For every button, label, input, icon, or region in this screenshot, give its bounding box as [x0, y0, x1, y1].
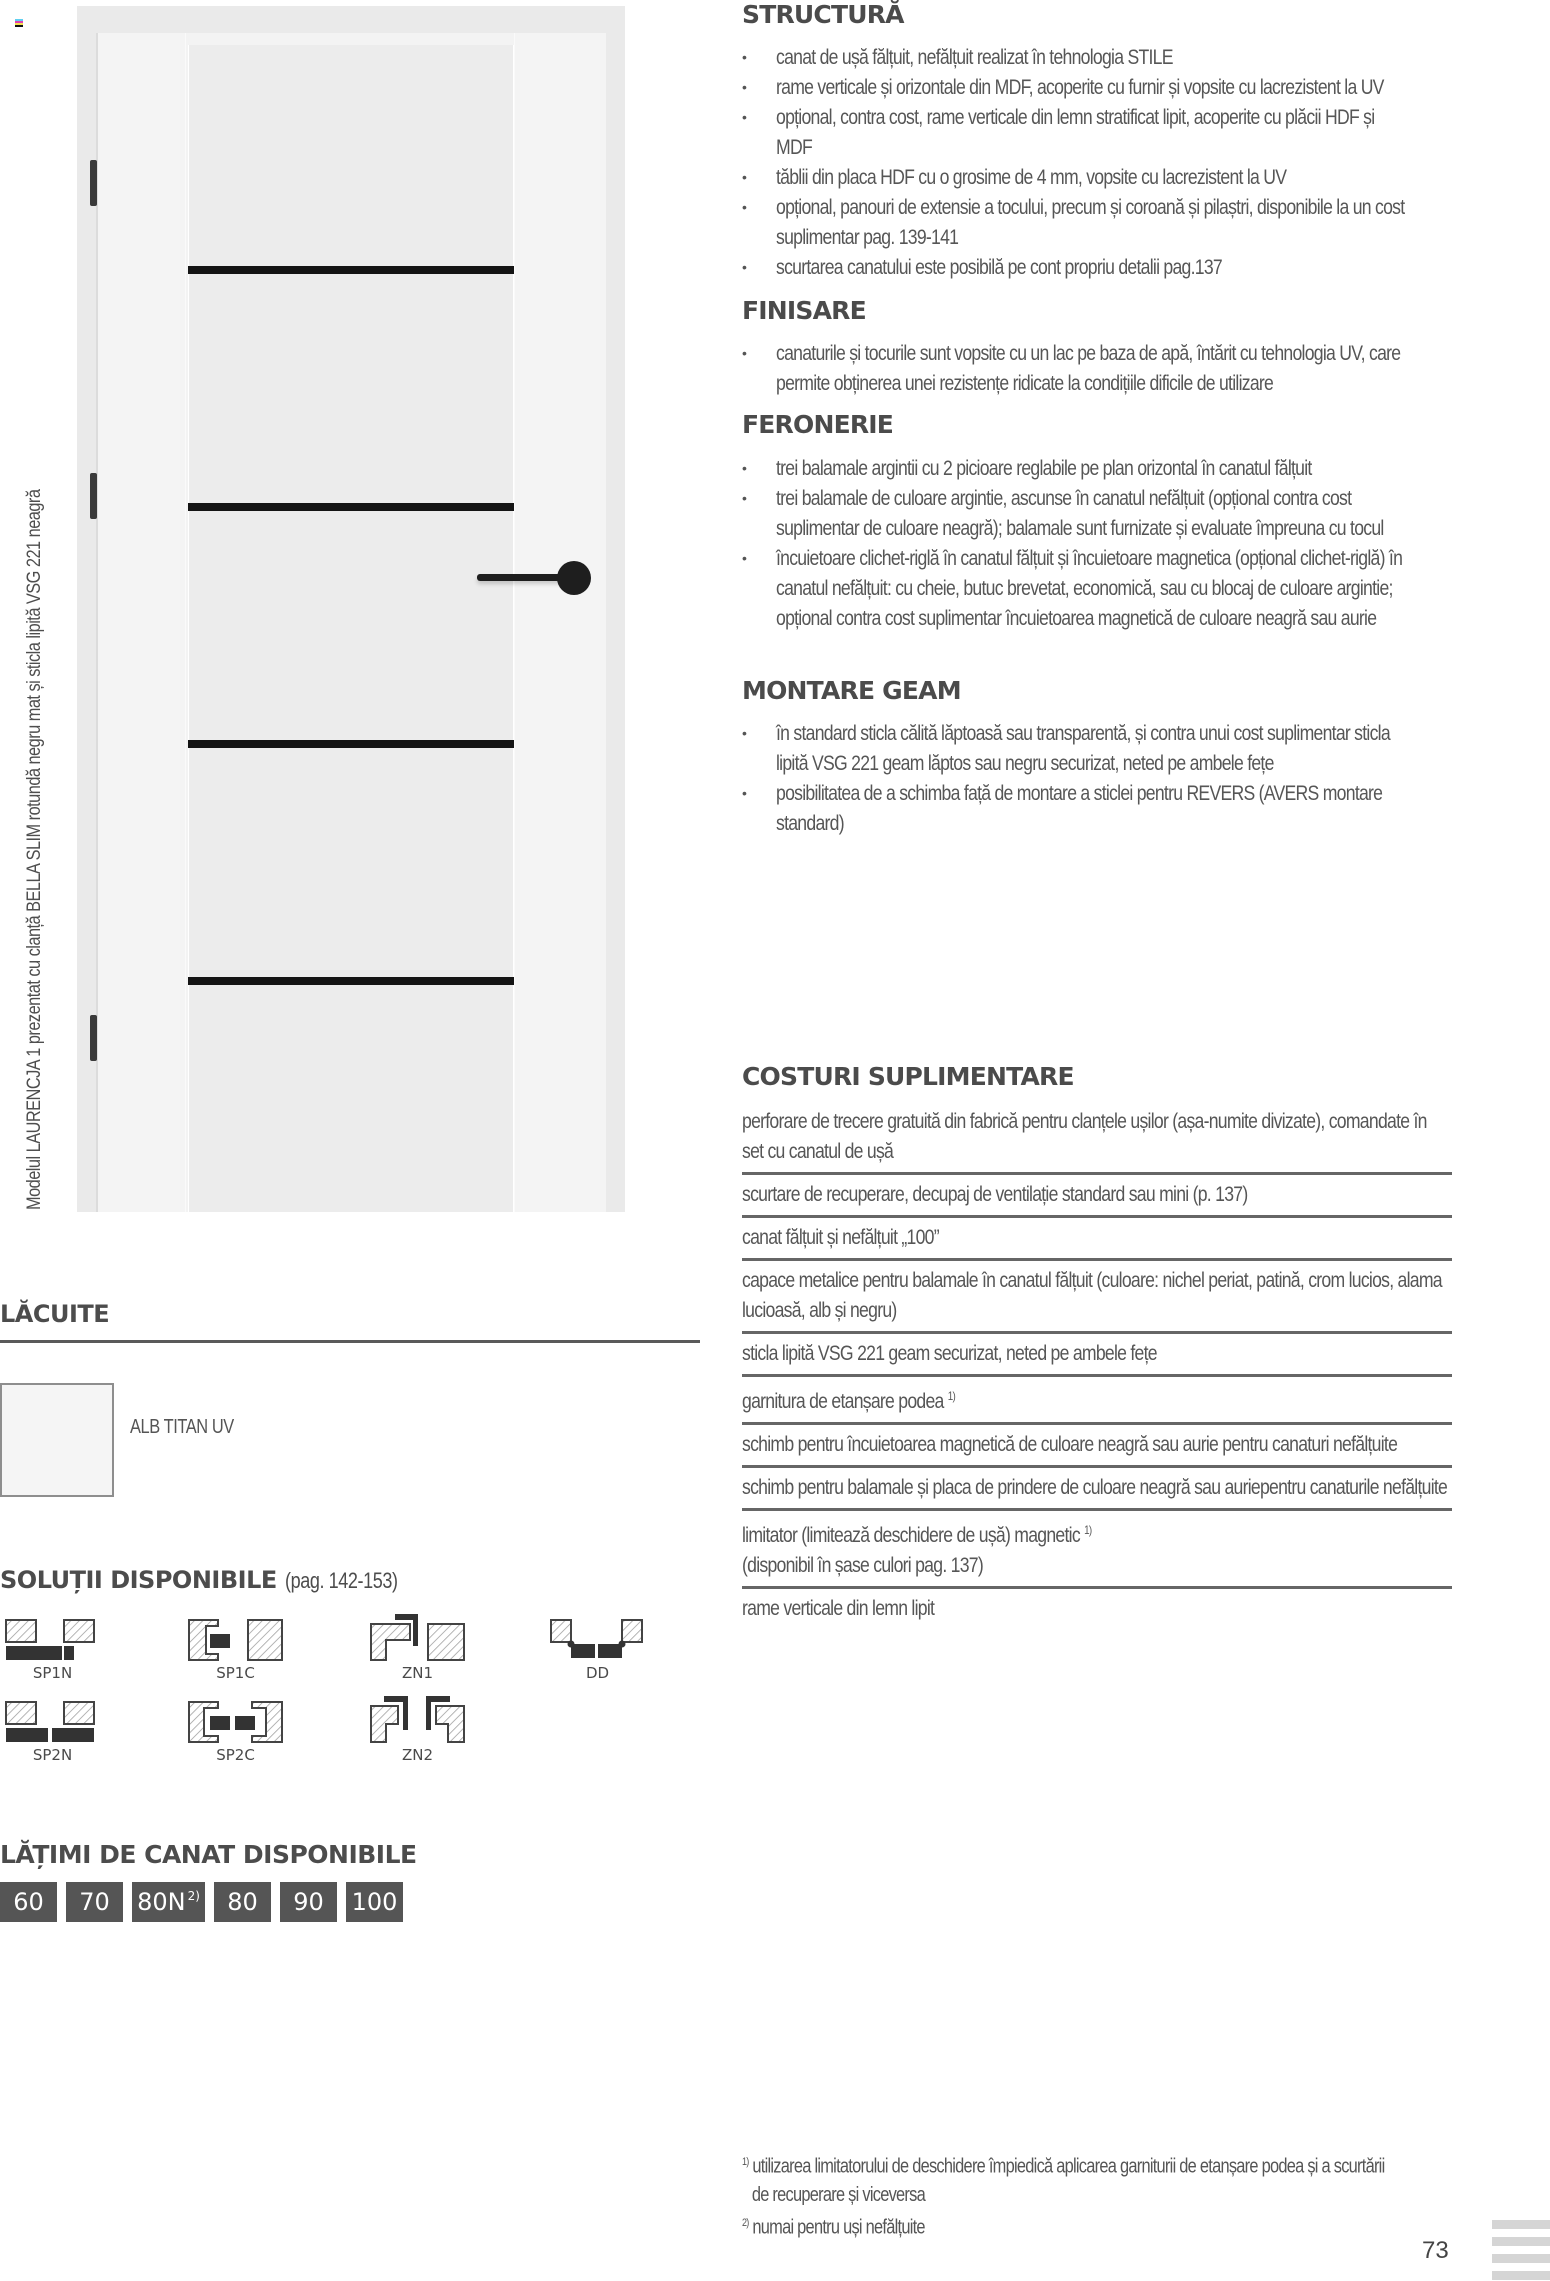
solution-zn1: ZN1 — [370, 1612, 490, 1682]
structure-list — [742, 42, 1546, 282]
table-row: rame verticale din lemn lipit — [742, 1596, 935, 1621]
list-item: • trei balamale argintii cu 2 picioare reglabile pe plan orizontal în canatul fălțuit — [742, 453, 1546, 483]
door-panel — [188, 748, 514, 977]
finishing-title: FINISARE — [742, 296, 866, 325]
door-panel — [188, 274, 514, 503]
footnotes — [742, 2148, 1550, 2241]
door-glass-bar — [188, 977, 514, 985]
table-row: scurtare de recuperare, decupaj de ventilație standard sau mini (p. 137) — [742, 1175, 1452, 1218]
table-row: perforare de trecere gratuită din fabrică pentru clanțele ușilor (așa-numite divizate), comandate în set cu canatul de ușă — [742, 1102, 1452, 1175]
table-row: capace metalice pentru balamale în canatul fălțuit (culoare: nichel periat, patină, crom lucios, alama lucioasă, alb și negru) — [742, 1261, 1452, 1334]
hinge-icon — [90, 473, 97, 519]
door-panel — [188, 511, 514, 740]
finishing-list — [742, 338, 1546, 398]
swatch-label: ALB TITAN UV — [130, 1416, 234, 1438]
hinge-icon — [90, 1015, 97, 1061]
sp1c-diagram-icon — [188, 1618, 283, 1664]
sp1n-diagram-icon — [5, 1618, 100, 1664]
dd-diagram-icon — [550, 1618, 645, 1664]
extra-costs-title: COSTURI SUPLIMENTARE — [742, 1062, 1074, 1091]
glass-mounting-list — [742, 718, 1546, 838]
door-stile-right — [514, 33, 606, 1212]
door-stile-left — [98, 33, 186, 1212]
solution-sp1c: SP1C — [188, 1618, 308, 1682]
finishes-divider — [0, 1340, 700, 1343]
page-tab-marker-icon — [1492, 2220, 1550, 2281]
door-caption: Modelul LAURENCJA 1 prezentat cu clanță BELLA SLIM rotundă negru mat și sticla lipită VSG 221 neagră — [24, 489, 45, 1210]
list-item: • în standard sticla călită lăptoasă sau transparentă, și contra unui cost suplimentar sticla lipită VSG 221 geam lăptos sau negru securizat, neted pe ambele fețe — [742, 718, 1546, 778]
finishes-title: LĂCUITE — [0, 1300, 110, 1328]
table-row: limitator (limitează deschidere de ușă) magnetic $^{1)}$ (disponibil în șase culori pag. 137) — [742, 1511, 1452, 1589]
width-chip-60: 60 — [0, 1882, 57, 1922]
list-item: • tăblii din placa HDF cu o grosime de 4 mm, vopsite cu lacrezistent la UV — [742, 162, 1546, 192]
print-color-mark-icon — [15, 19, 23, 27]
sp2c-diagram-icon — [188, 1700, 283, 1746]
door-image — [77, 6, 625, 1212]
color-swatch-alb-titan — [0, 1383, 114, 1497]
solution-dd: DD — [550, 1618, 670, 1682]
list-item: • canat de ușă fălțuit, nefălțuit realizat în tehnologia STILE — [742, 42, 1546, 72]
extra-costs-table — [742, 1102, 1452, 1629]
solution-sp2c: SP2C — [188, 1700, 308, 1764]
door-glass-bar — [188, 503, 514, 511]
list-item: • posibilitatea de a schimba față de montare a sticlei pentru REVERS (AVERS montare standard) — [742, 778, 1546, 838]
door-handle-rose — [557, 561, 591, 595]
footnote-2: $^{2)}$ numai pentru uși nefălțuite — [742, 2216, 925, 2239]
solution-sp2n: SP2N — [5, 1700, 125, 1764]
table-row: schimb pentru încuietoarea magnetică de culoare neagră sau aurie pentru canaturi nefălțuite — [742, 1425, 1452, 1468]
door-panel — [188, 985, 514, 1212]
structure-title: STRUCTURĂ — [742, 0, 904, 29]
width-chip-100: 100 — [346, 1882, 403, 1922]
glass-mounting-title: MONTARE GEAM — [742, 676, 961, 705]
list-item: • încuietoare clichet-riglă în canatul fălțuit și încuietoare magnetica (opțional clichet-riglă) în canatul nefălțuit: cu cheie, butuc brevetat, economică, sau cu blocaj de culoare argintie; opțional contra cost suplimentar încuietoarea magnetică de culoare neagră sau aurie — [742, 543, 1546, 633]
page-number: 73 — [1422, 2237, 1449, 2264]
zn1-diagram-icon — [370, 1612, 465, 1664]
door-glass-bar — [188, 740, 514, 748]
widths-title: LĂȚIMI DE CANAT DISPONIBILE — [0, 1840, 417, 1869]
list-item: • scurtarea canatului este posibilă pe cont propriu detalii pag.137 — [742, 252, 1546, 282]
solution-zn2: ZN2 — [370, 1694, 490, 1764]
width-chip-80n: 80N $^{2)}$ — [132, 1882, 205, 1922]
door-panel — [188, 45, 514, 267]
hinge-icon — [90, 160, 97, 206]
hardware-title: FERONERIE — [742, 410, 894, 439]
list-item: • opțional, panouri de extensie a tocului, precum și coroană și pilaștri, disponibile la un cost suplimentar pag. 139-141 — [742, 192, 1546, 252]
width-chip-80: 80 — [214, 1882, 271, 1922]
solution-sp1n: SP1N — [5, 1618, 125, 1682]
widths-list — [0, 1882, 403, 1922]
door-leaf — [96, 33, 606, 1212]
list-item: • rame verticale și orizontale din MDF, acoperite cu furnir și vopsite cu lacrezistent la UV — [742, 72, 1546, 102]
table-row: schimb pentru balamale și placa de prindere de culoare neagră sau auriepentru canaturile nefălțuite — [742, 1468, 1452, 1511]
solutions-title — [0, 1566, 422, 1594]
table-row: canat fălțuit și nefălțuit „100” — [742, 1218, 1452, 1261]
hardware-list — [742, 453, 1546, 633]
zn2-diagram-icon — [370, 1694, 465, 1746]
door-glass-bar — [188, 266, 514, 274]
solutions-pages: (pag. 142-153) — [284, 1568, 398, 1593]
table-row: sticla lipită VSG 221 geam securizat, neted pe ambele fețe — [742, 1334, 1452, 1377]
footnote-1: $^{1)}$ utilizarea limitatorului de deschidere împiedică aplicarea garniturii de etanșare podea și a scurtării de recuperare și viceversa — [742, 2155, 1385, 2206]
width-chip-70: 70 — [66, 1882, 123, 1922]
width-chip-90: 90 — [280, 1882, 337, 1922]
list-item: • opțional, contra cost, rame verticale din lemn stratificat lipit, acoperite cu plăcii HDF și MDF — [742, 102, 1546, 162]
list-item: • canaturile și tocurile sunt vopsite cu un lac pe baza de apă, întărit cu tehnologia UV, care permite obținerea unei rezistențe ridicate la condițiile dificile de utilizare — [742, 338, 1546, 398]
list-item: • trei balamale de culoare argintie, ascunse în canatul nefălțuit (opțional contra cost suplimentar de culoare neagră); balamale sunt furnizate și evaluate împreuna cu tocul — [742, 483, 1546, 543]
solutions-title-text: SOLUȚII DISPONIBILE — [0, 1566, 277, 1594]
table-row: garnitura de etanșare podea $^{1)}$ — [742, 1377, 1452, 1425]
sp2n-diagram-icon — [5, 1700, 100, 1746]
